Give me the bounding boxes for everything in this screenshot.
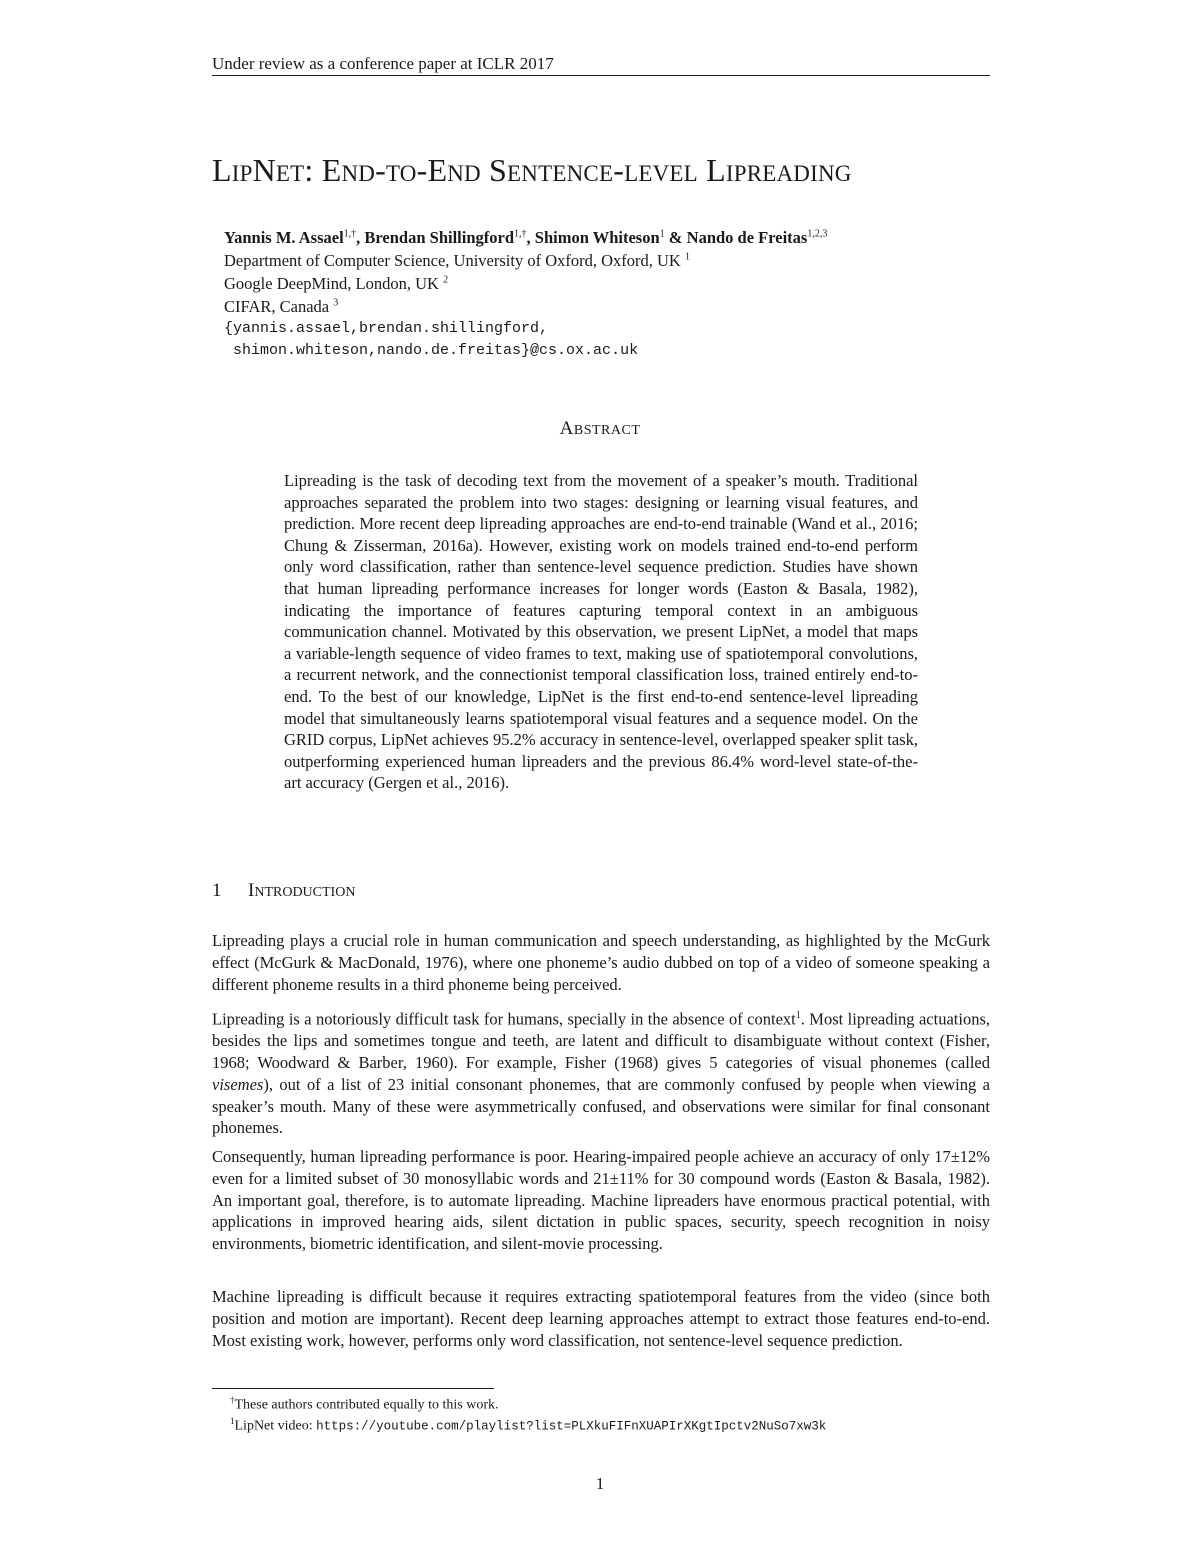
footnote-marker: 1 bbox=[795, 1010, 801, 1021]
footnote-rule bbox=[212, 1388, 494, 1389]
affiliation: Department of Computer Science, University of Oxford, Oxford, UK $^1$ bbox=[224, 251, 690, 270]
author-list: Yannis M. Assael$^{1,\dagger}$, Brendan Shillingford$^{1,\dagger}$, Shimon Whiteson$^1$ & Nando de Freitas$^{1,2,3}$ bbox=[224, 228, 828, 247]
abstract-text: Lipreading is the task of decoding text from the movement of a speaker’s mouth. Traditional approaches separated the problem into two stages: designing or learning visual features, and prediction. More recent deep lipreading approaches are end-to-end trainable (Wand et al., 2016; Chung & Zisserman, 2016a). However, existing work on models trained end-to-end perform only word classification, rather than sentence-level sequence prediction. Studies have shown that human lipreading performance increases for longer words (Easton & Basala, 1982), indicating the importance of features capturing temporal context in an ambiguous communication channel. Motivated by this observation, we present LipNet, a model that maps a variable-length sequence of video frames to text, making use of spatiotemporal convolutions, a recurrent network, and the connectionist temporal classification loss, trained entirely end-to-end. To the best of our knowledge, LipNet is the first end-to-end sentence-level lipreading model that simultaneously learns spatiotemporal visual features and a sequence model. On the GRID corpus, LipNet achieves 95.2% accuracy in sentence-level, overlapped speaker split task, outperforming experienced human lipreaders and the previous 86.4% word-level state-of-the-art accuracy (Gergen et al., 2016). bbox=[284, 471, 918, 793]
header-rule bbox=[212, 75, 990, 76]
paragraph: Consequently, human lipreading performance is poor. Hearing-impaired people achieve an accuracy of only 17±12% even for a limited subset of 30 monosyllabic words and 21±11% for 30 compound words (Easton & Basala, 1982). An important goal, therefore, is to automate lipreading. Machine lipreaders have enormous practical potential, with applications in improved hearing aids, silent dictation in public spaces, security, speech recognition in noisy environments, biometric identification, and silent-movie processing. bbox=[212, 1147, 990, 1254]
author-name: Shimon Whiteson bbox=[534, 228, 660, 247]
section-heading: 1 INTRODUCTION bbox=[212, 880, 356, 901]
author-name: Nando de Freitas bbox=[686, 228, 808, 247]
author-emails: shimon.whiteson,nando.de.freitas}@cs.ox.ac.uk bbox=[224, 342, 639, 359]
abstract-heading: ABSTRACT bbox=[559, 418, 641, 439]
affiliation: CIFAR, Canada $^3$ bbox=[224, 297, 339, 316]
affiliation: Google DeepMind, London, UK $^2$ bbox=[224, 274, 449, 293]
paragraph: Lipreading is a notoriously difficult task for humans, specially in the absence of context$^1$. Most lipreading actuations, besides the lips and sometimes tongue and teeth, are latent and difficult to disambiguate without context (Fisher, 1968; Woodward & Barber, 1960). For example, Fisher (1968) gives 5 categories of visual phonemes (called visemes), out of a list of 23 initial consonant phonemes, that are commonly confused by people when viewing a speaker’s mouth. Many of these were asymmetrically confused, and observations were similar for final consonant phonemes. bbox=[212, 1009, 991, 1138]
author-name: Yannis M. Assael bbox=[224, 228, 344, 247]
video-link[interactable]: https://youtube.com/playlist?list=PLXkuFIFnXUAPIrXKgtIpctv2NuSo7xw3k bbox=[316, 1419, 827, 1434]
page-number: 1 bbox=[595, 1474, 605, 1493]
paper-title: LIPNET: END-TO-END SENTENCE-LEVEL LIPREADING bbox=[212, 152, 852, 188]
paragraph: Lipreading plays a crucial role in human communication and speech understanding, as highlighted by the McGurk effect (McGurk & MacDonald, 1976), where one phoneme’s audio dubbed on top of a video of someone speaking a different phoneme results in a third phoneme being perceived. bbox=[212, 931, 990, 994]
footnote: $^1$LipNet video: https://youtube.com/playlist?list=PLXkuFIFnXUAPIrXKgtIpctv2NuSo7xw3k bbox=[230, 1416, 827, 1434]
author-name: Brendan Shillingford bbox=[364, 228, 515, 247]
footnote: †These authors contributed equally to this work. bbox=[230, 1395, 499, 1413]
paragraph: Machine lipreading is difficult because it requires extracting spatiotemporal features from the video (since both position and motion are important). Recent deep learning approaches attempt to extract those features end-to-end. Most existing work, however, performs only word classification, not sentence-level sequence prediction. bbox=[212, 1287, 990, 1350]
running-header: Under review as a conference paper at ICLR 2017 bbox=[212, 54, 554, 73]
author-emails: {yannis.assael,brendan.shillingford, bbox=[224, 320, 549, 337]
